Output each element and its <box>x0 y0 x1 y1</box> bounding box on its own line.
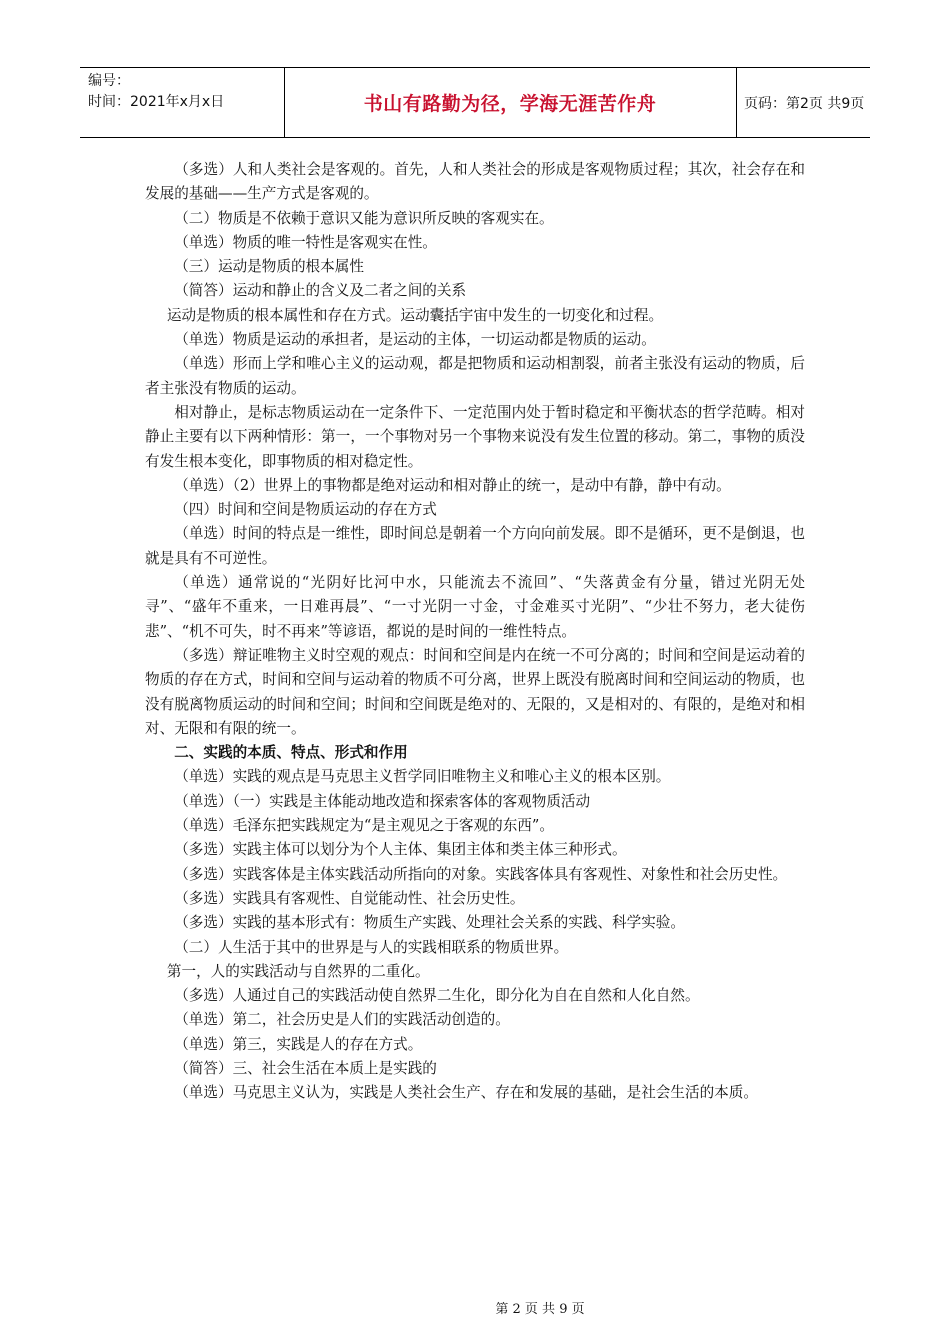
paragraph: （多选）实践的基本形式有：物质生产实践、处理社会关系的实践、科学实验。 <box>174 914 685 932</box>
paragraph: （简答）运动和静止的含义及二者之间的关系 <box>174 282 467 300</box>
paragraph: （多选）实践具有客观性、自觉能动性、社会历史性。 <box>174 889 525 907</box>
paragraph: （多选）实践客体是主体实践活动所指向的对象。实践客体具有客观性、对象性和社会历史性。 <box>174 865 788 883</box>
header-motto-cell <box>284 68 737 137</box>
paragraph: （简答）三、社会生活在本质上是实践的 <box>174 1059 437 1077</box>
paragraph: （三）运动是物质的根本属性 <box>174 258 364 276</box>
paragraph: （单选）第三，实践是人的存在方式。 <box>174 1035 423 1053</box>
paragraph: （单选）实践的观点是马克思主义哲学同旧唯物主义和唯心主义的根本区别。 <box>174 768 671 786</box>
header-page-label: 页码：第2页 共9页 <box>744 95 865 112</box>
paragraph: （二）物质是不依赖于意识又能为意识所反映的客观实在。 <box>174 209 554 227</box>
page-header <box>80 67 870 138</box>
paragraph: （单选）马克思主义认为，实践是人类社会生产、存在和发展的基础，是社会生活的本质。 <box>174 1084 758 1102</box>
paragraph: 运动是物质的根本属性和存在方式。运动囊括宇宙中发生的一切变化和过程。 <box>166 306 664 324</box>
paragraph: 相对静止，是标志物质运动在一定条件下、一定范围内处于暂时稳定和平衡状态的哲学范畴。相对静止主要有以下两种情形：第一，一个事物对另一个事物来说没有发生位置的移动。第二，事物的质没有发生根本变化，即事物质的相对稳定性。 <box>145 403 805 470</box>
paragraph: （多选）辩证唯物主义时空观的观点：时间和空间是内在统一不可分离的；时间和空间是运动着的物质的存在方式，时间和空间与运动着的物质不可分离，世界上既没有脱离时间和空间运动的物质，也没有脱离物质运动的时间和空间；时间和空间既是绝对的、无限的，又是相对的、有限的，是绝对和相对、无限和有限的统一。 <box>145 646 805 737</box>
document-number-label: 编号： <box>88 73 130 89</box>
paragraph: （多选）实践主体可以划分为个人主体、集团主体和类主体三种形式。 <box>174 841 627 859</box>
paragraph: （多选）人通过自己的实践活动使自然界二生化，即分化为自在自然和人化自然。 <box>174 987 700 1005</box>
paragraph: （四）时间和空间是物质运动的存在方式 <box>174 501 437 519</box>
paragraph: （单选）第二，社会历史是人们的实践活动创造的。 <box>174 1011 510 1029</box>
footer-page-number: 第 2 页 共 9 页 <box>495 1302 585 1317</box>
paragraph: （多选）人和人类社会是客观的。首先，人和人类社会的形成是客观物质过程；其次，社会存在和发展的基础——生产方式是客观的。 <box>145 161 805 203</box>
paragraph: （二）人生活于其中的世界是与人的实践相联系的物质世界。 <box>174 938 569 956</box>
paragraph: （单选）通常说的“光阴好比河中水，只能流去不流回”、“失落黄金有分量，错过光阴无处寻”、“盛年不重来，一日难再晨”、“一寸光阴一寸金，寸金难买寸光阴”、“少壮不努力，老大徒伤悲”、“机不可失，时不再来”等谚语，都说的是时间的一维性特点。 <box>145 574 805 640</box>
header-motto: 书山有路勤为径，学海无涯苦作舟 <box>363 93 657 115</box>
document-body <box>145 158 805 1106</box>
header-page-cell <box>736 68 870 137</box>
paragraph: （单选）物质的唯一特性是客观实在性。 <box>174 233 437 251</box>
paragraph: （单选）（一）实践是主体能动地改造和探索客体的客观物质活动 <box>174 792 591 810</box>
paragraph: （单选）形而上学和唯心主义的运动观，都是把物质和运动相割裂，前者主张没有运动的物质，后者主张没有物质的运动。 <box>145 355 805 397</box>
header-meta-cell <box>80 68 285 137</box>
document-date-label: 时间：2021年x月x日 <box>88 94 225 110</box>
paragraph: （单选）物质是运动的承担者，是运动的主体，一切运动都是物质的运动。 <box>174 331 656 349</box>
paragraph: （单选）毛泽东把实践规定为“是主观见之于客观的东西”。 <box>174 817 554 835</box>
paragraph: （单选）时间的特点是一维性，即时间总是朝着一个方向向前发展。即不是循环，更不是倒退，也就是具有不可逆性。 <box>145 525 805 567</box>
paragraph: （单选）（2）世界上的事物都是绝对运动和相对静止的统一，是动中有静，静中有动。 <box>174 476 731 494</box>
page-footer <box>0 1298 950 1317</box>
paragraph: 第一，人的实践活动与自然界的二重化。 <box>166 962 430 980</box>
section-heading: 二、实践的本质、特点、形式和作用 <box>174 744 408 762</box>
